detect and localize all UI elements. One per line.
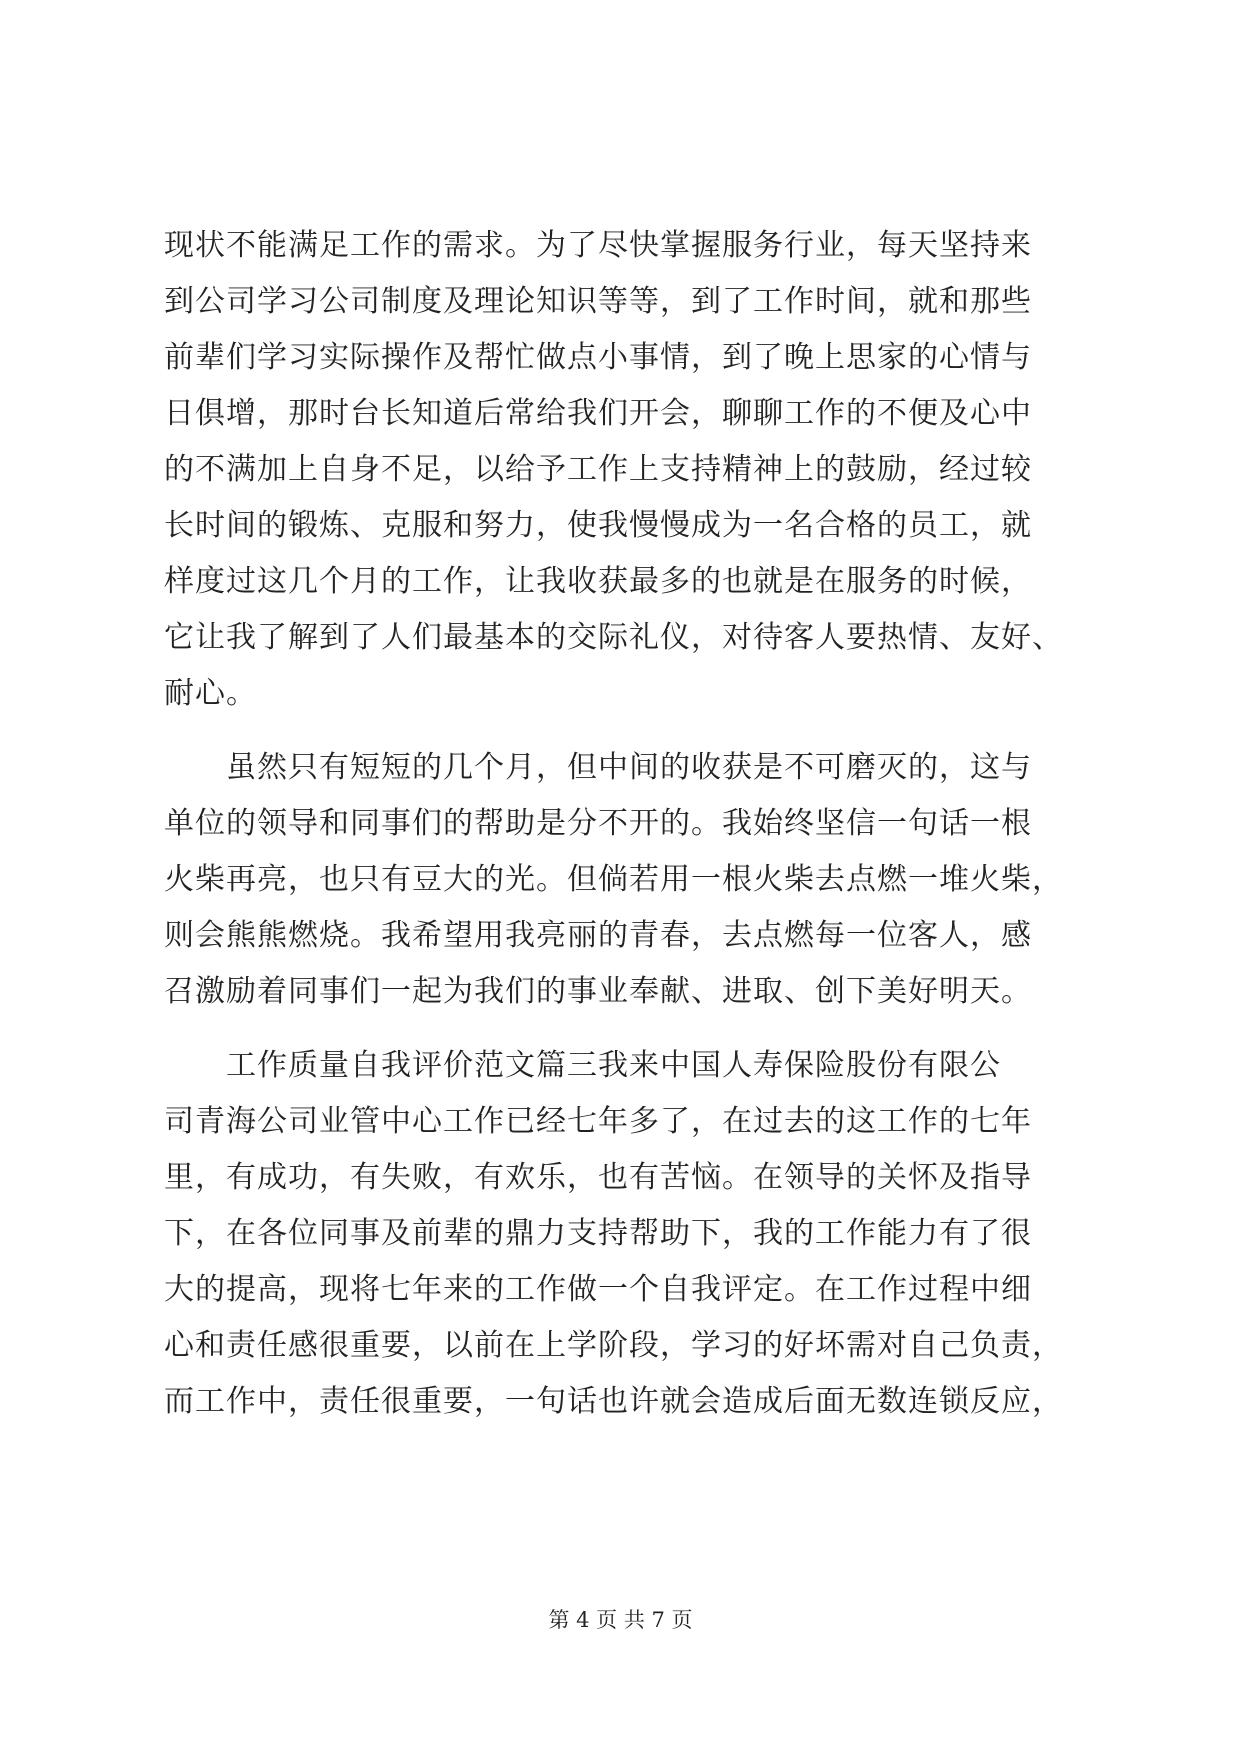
text-line: 现状不能满足工作的需求。为了尽快掌握服务行业，每天坚持来 <box>164 228 1032 263</box>
text-line: 召激励着同事们一起为我们的事业奉献、进取、创下美好明天。 <box>164 974 1032 1009</box>
text-line: 则会熊熊燃烧。我希望用我亮丽的青春，去点燃每一位客人，感 <box>164 918 1032 953</box>
text-line: 单位的领导和同事们的帮助是分不开的。我始终坚信一句话一根 <box>164 806 1032 841</box>
paragraph-gap <box>164 1020 1084 1038</box>
document-body <box>164 218 1084 1430</box>
paragraph-1 <box>164 218 1084 722</box>
text-line: 前辈们学习实际操作及帮忙做点小事情，到了晚上思家的心情与 <box>164 340 1032 375</box>
text-line: 长时间的锻炼、克服和努力，使我慢慢成为一名合格的员工，就 <box>164 508 1032 543</box>
text-line: 而工作中，责任很重要，一句话也许就会造成后面无数连锁反应， <box>164 1384 1063 1419</box>
text-line: 火柴再亮，也只有豆大的光。但倘若用一根火柴去点燃一堆火柴， <box>164 862 1063 897</box>
text-line: 样度过这几个月的工作，让我收获最多的也就是在服务的时候， <box>164 564 1032 599</box>
paragraph-3 <box>164 1038 1084 1430</box>
text-line: 日俱增，那时台长知道后常给我们开会，聊聊工作的不便及心中 <box>164 396 1032 431</box>
text-line: 到公司学习公司制度及理论知识等等，到了工作时间，就和那些 <box>164 284 1032 319</box>
page-number-footer: 第 4 页 共 7 页 <box>548 1608 693 1632</box>
text-line: 心和责任感很重要，以前在上学阶段，学习的好坏需对自己负责， <box>164 1328 1063 1363</box>
text-line: 司青海公司业管中心工作已经七年多了，在过去的这工作的七年 <box>164 1104 1032 1139</box>
text-line: 里，有成功，有失败，有欢乐，也有苦恼。在领导的关怀及指导 <box>164 1160 1032 1195</box>
text-line: 虽然只有短短的几个月，但中间的收获是不可磨灭的，这与 <box>164 750 1032 785</box>
paragraph-2 <box>164 740 1084 1020</box>
text-line: 大的提高，现将七年来的工作做一个自我评定。在工作过程中细 <box>164 1272 1032 1307</box>
text-line: 的不满加上自身不足，以给予工作上支持精神上的鼓励，经过较 <box>164 452 1032 487</box>
text-line: 工作质量自我评价范文篇三我来中国人寿保险股份有限公 <box>164 1048 1001 1083</box>
text-line: 下，在各位同事及前辈的鼎力支持帮助下，我的工作能力有了很 <box>164 1216 1032 1251</box>
text-line: 耐心。 <box>164 676 257 711</box>
paragraph-gap <box>164 722 1084 740</box>
text-line: 它让我了解到了人们最基本的交际礼仪，对待客人要热情、友好、 <box>164 620 1063 655</box>
